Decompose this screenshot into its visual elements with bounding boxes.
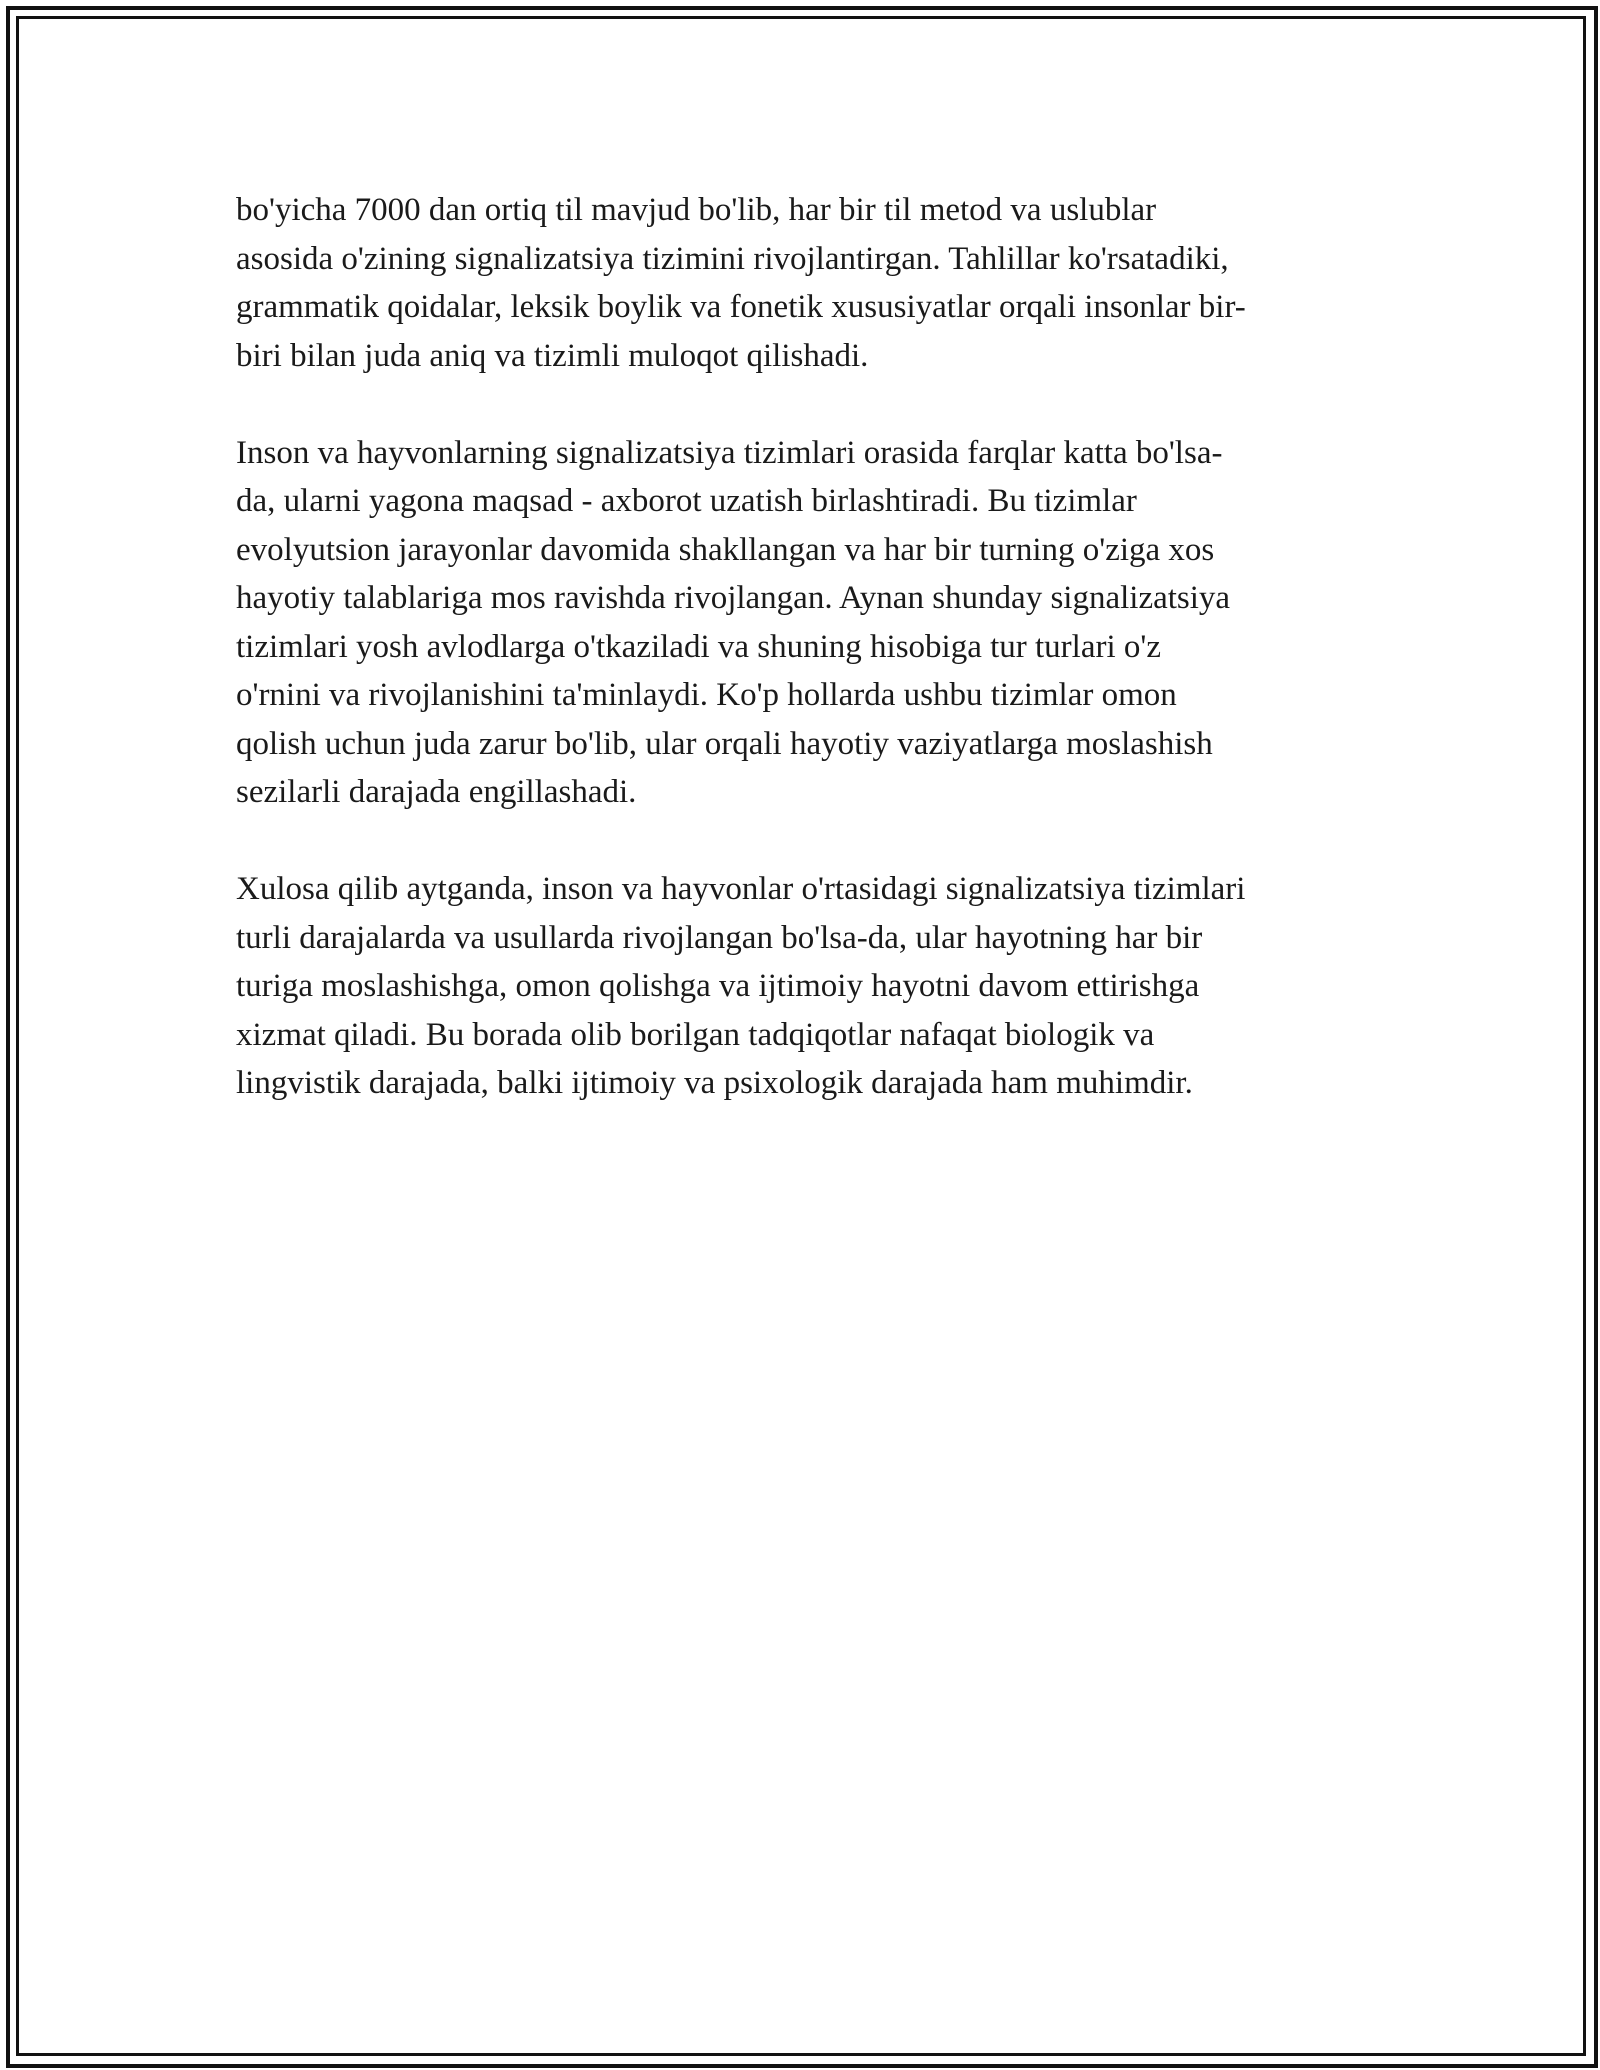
text-line: evolyutsion jarayonlar davomida shakllangan va har bir turning o'ziga xos (236, 531, 1215, 568)
text-line: sezilarli darajada engillashadi. (236, 774, 637, 810)
text-line: Inson va hayvonlarning signalizatsiya tizimlari orasida farqlar katta bo'lsa- (236, 434, 1223, 471)
text-line: biri bilan juda aniq va tizimli muloqot qilishadi. (236, 337, 869, 374)
document-body (236, 186, 1376, 1156)
text-line: tizimlari yosh avlodlarga o'tkaziladi va shuning hisobiga tur turlari o'z (236, 628, 1161, 665)
text-line: Xulosa qilib aytganda, inson va hayvonlar o'rtasidagi signalizatsiya tizimlari (236, 871, 1246, 907)
text-line: xizmat qiladi. Bu borada olib borilgan tadqiqotlar nafaqat biologik va (236, 1016, 1155, 1053)
text-line: o'rnini va rivojlanishini ta'minlaydi. Ko'p hollarda ushbu tizimlar omon (236, 677, 1177, 713)
text-line: hayotiy talablariga mos ravishda rivojlangan. Aynan shunday signalizatsiya (236, 580, 1231, 616)
text-line: grammatik qoidalar, leksik boylik va fonetik xususiyatlar orqali insonlar bir- (236, 289, 1246, 325)
text-line: asosida o'zining signalizatsiya tizimini rivojlantirgan. Tahlillar ko'rsatadiki, (236, 240, 1229, 277)
paragraph-1 (236, 186, 1376, 380)
text-line: da, ularni yagona maqsad - axborot uzatish birlashtiradi. Bu tizimlar (236, 483, 1137, 519)
text-line: lingvistik darajada, balki ijtimoiy va psixologik darajada ham muhimdir. (236, 1065, 1193, 1101)
text-line: qolish uchun juda zarur bo'lib, ular orqali hayotiy vaziyatlarga moslashish (236, 725, 1213, 762)
text-line: turiga moslashishga, omon qolishga va ijtimoiy hayotni davom ettirishga (236, 968, 1200, 1004)
text-line: bo'yicha 7000 dan ortiq til mavjud bo'lib, har bir til metod va uslublar (236, 192, 1157, 228)
paragraph-2 (236, 429, 1376, 817)
text-line: turli darajalarda va usullarda rivojlangan bo'lsa-da, ular hayotning har bir (236, 919, 1203, 956)
paragraph-3 (236, 865, 1376, 1108)
